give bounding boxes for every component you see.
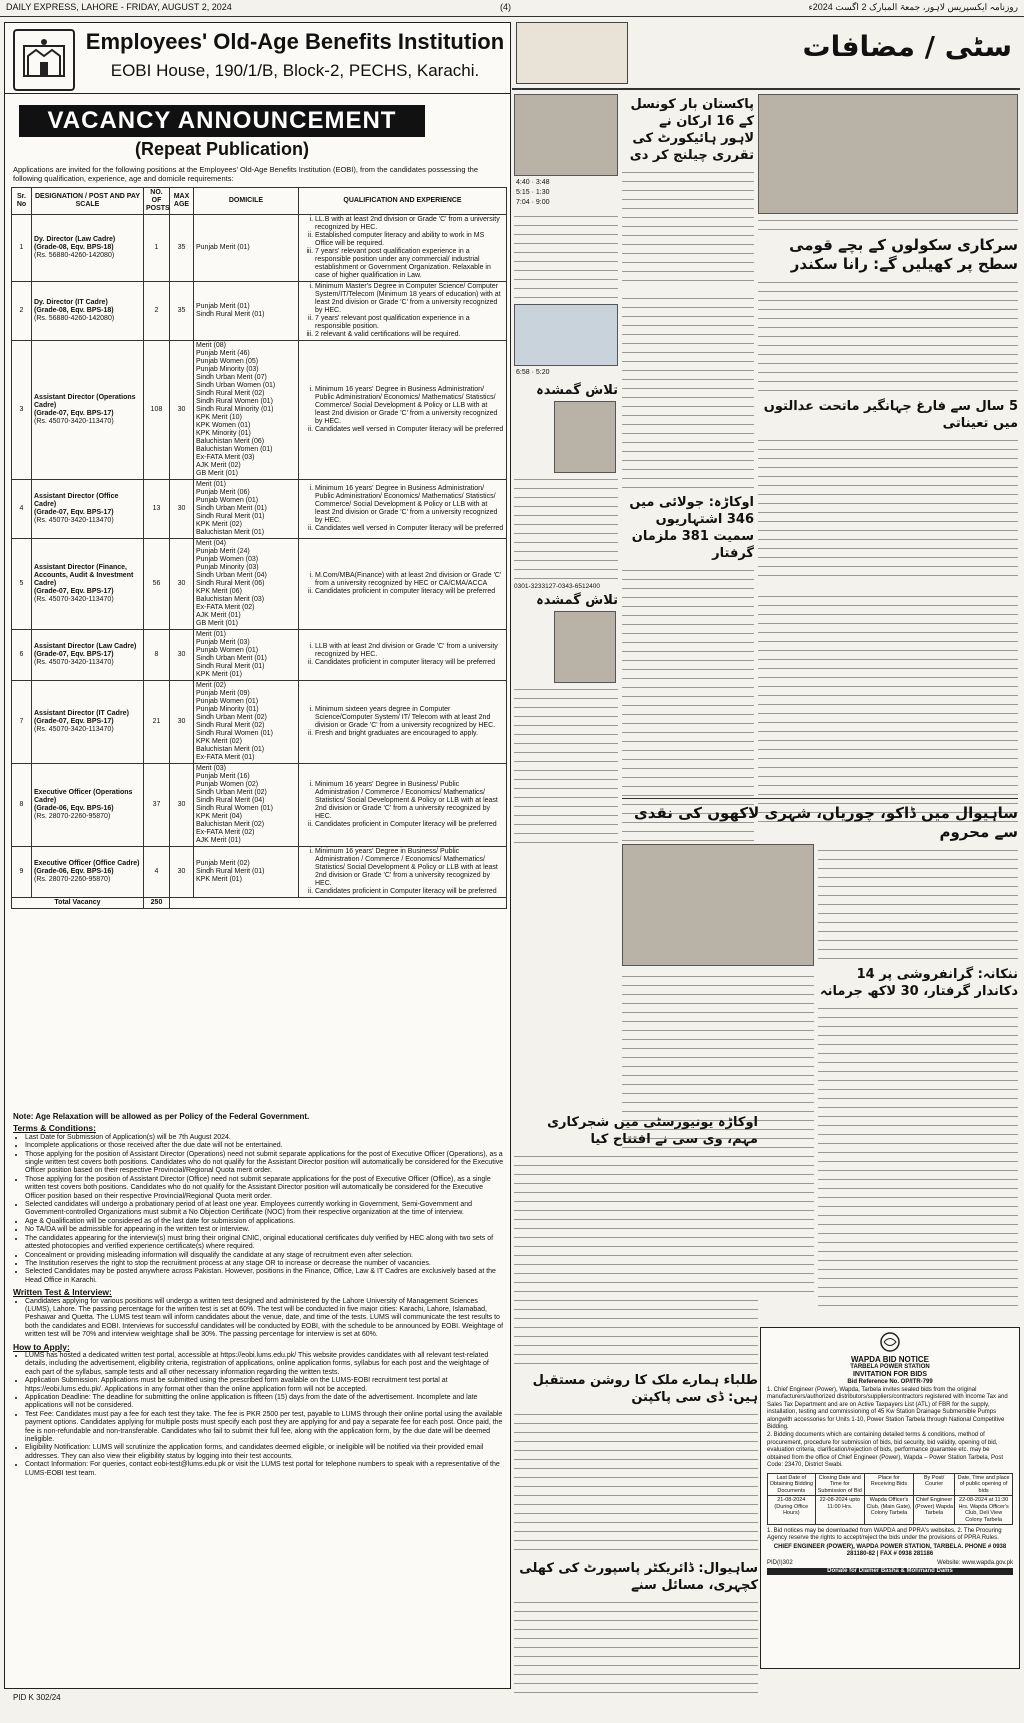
posts-cell: 21 [144, 681, 170, 764]
domicile-cell: Merit (04) Punjab Merit (24) Punjab Women (03) Punjab Minority (03) Sindh Urban Merit (04) Sindh Rural Merit (06) KPK Merit (06) Baluchistan Merit (03) Ex-FATA Merit (02) AJK Merit (01) GB Merit (01) [194, 539, 299, 630]
age-note: Note: Age Relaxation will be allowed as per Policy of the Federal Government. [13, 1112, 310, 1121]
time-value: 7:04 [516, 199, 530, 206]
col-header: QUALIFICATION AND EXPERIENCE [299, 188, 507, 215]
post-pay: (Rs. 45070-3420-113470) [34, 726, 114, 733]
headline-okara-university: اوکاڑہ یونیورسٹی میں شجرکاری مہم، وی سی نے افتتاح کیا [547, 1115, 758, 1147]
post-grade: (Grade-07, Eqv. BPS-17) [34, 718, 114, 725]
wapda-signature: CHIEF ENGINEER (POWER), WAPDA POWER STATION, TARBELA. PHONE # 0938 281180-82 | FAX # 0938 281186 [773, 1543, 1007, 1558]
table-row [12, 282, 507, 341]
weather-map [514, 304, 618, 366]
age-cell: 30 [170, 630, 194, 681]
qualification-cell [299, 341, 507, 480]
post-pay: (Rs. 45070-3420-113470) [34, 659, 114, 666]
wapda-website[interactable]: Website: www.wapda.gov.pk [937, 1559, 1013, 1566]
designation-cell [32, 847, 144, 898]
col-header: DOMICILE [194, 188, 299, 215]
eobi-advertisement [4, 22, 511, 1702]
table-row [12, 847, 507, 898]
age-cell: 30 [170, 480, 194, 539]
qualification-item: ii. Candidates proficient in computer literacy will be preferred [315, 659, 504, 667]
age-cell: 35 [170, 215, 194, 282]
table-row [12, 539, 507, 630]
posts-cell: 13 [144, 480, 170, 539]
table-cell: 21-08-2024 (During Office Hours) [768, 1496, 816, 1525]
column-2 [622, 94, 754, 794]
sr-cell: 2 [12, 282, 32, 341]
table-cell: Wapda Officer's Club, (Main Gate), Colony Tarbela [864, 1496, 913, 1525]
qualification-item: i. LL.B with at least 2nd division or Grade 'C' from a university recognized by HEC. [315, 216, 504, 232]
terms-item: • Selected candidates will undergo a probationary period of at least one year. Employees currently working in Government, Semi-Government and Government-controlled Organizations must submit a No Objection Certificate (NOC) from their respective organization at the time of interview. [25, 1201, 505, 1218]
test-heading: Written Test & Interview: [13, 1287, 112, 1298]
designation-cell [32, 215, 144, 282]
qualification-item: i. Minimum 16 years' Degree in Business/ Public Administration / Commerce / Economics/ Mathematics/ Statistics/ Social Development & Policy or LLB with at least 2nd division or Grade 'C' from a university recognized by HEC. [315, 781, 504, 821]
headline-nankana: ننکانہ: گرانفروشی پر 14 دکاندار گرفتار، 30 لاکھ جرمانہ [820, 967, 1018, 999]
table-row [12, 630, 507, 681]
sr-cell: 3 [12, 341, 32, 480]
vacancy-subtitle: (Repeat Publication) [134, 139, 309, 159]
vacancy-table [11, 187, 507, 909]
qualification-cell [299, 847, 507, 898]
time-value: 4:40 [516, 179, 530, 186]
post-pay: (Rs. 56880-4260-142080) [34, 252, 115, 259]
terms-item: • Those applying for the position of Assistant Director (Operations) need not submit separate applications for the post of Executive Officer (Operations), as a single written test covers both positions. Candidates who do not qualify for the Assistant Director position will automatically be considered for the Executive Officer position based on their respective Provincial/Regional Quota merit order. [25, 1151, 505, 1176]
post-grade: (Grade-07, Eqv. BPS-17) [34, 410, 114, 417]
eobi-logo-icon [13, 29, 75, 91]
apply-item: • Test Fee: Candidates must pay a fee for each test they take. The fee is PKR 2500 per test, payable to LUMS through their online portal using the available payment options. Candidates applying for multiple posts must specify each post they are applying for and pay a separate fee for each post. Once paid, the fee is non-refundable and non-transferable. Candidates who fail to submit their full fee, along with the application form, by the due date will be deemed ineligible. [25, 1411, 505, 1445]
post-pay: (Rs. 28070-2260-95870) [34, 876, 111, 883]
post-title: Dy. Director (Law Cadre) [34, 236, 116, 243]
post-pay: (Rs. 45070-3420-113470) [34, 517, 114, 524]
headline-sahiwal-theft: ساہیوال میں ڈاکو، چوریاں، شہری لاکھوں کی نقدی سے محروم [634, 804, 1018, 841]
qualification-item: ii. Established computer literacy and ability to work in MS Office will be required. [315, 232, 504, 248]
terms-item: • Concealment or providing misleading information will disqualify the candidate at any stage of recruitment even after selection. [25, 1252, 505, 1260]
qualification-item: iii. 7 years' relevant post qualification experience in a responsible position under any commercial/ industrial establishment or Government Organization. Relaxable in case of higher qualification in Law. [315, 248, 504, 280]
qualification-item: ii. Candidates proficient in computer literacy will be preferred [315, 588, 504, 596]
qualification-item: i. Minimum 16 years' Degree in Business/ Public Administration / Commerce / Economics/ Mathematics/ Statistics/ Social Development & Policy or LLB with at least 2nd division or Grade 'C' from a university recognized by HEC. [315, 848, 504, 888]
time-value: 1:30 [535, 189, 550, 196]
sr-cell: 8 [12, 764, 32, 847]
age-cell: 30 [170, 847, 194, 898]
post-title: Assistant Director (Office Cadre) [34, 493, 119, 508]
table-cell: Chief Engineer (Power) Wapda Tarbela [913, 1496, 954, 1525]
table-row [12, 681, 507, 764]
terms-section [13, 1113, 505, 1478]
qualification-cell [299, 681, 507, 764]
post-title: Assistant Director (IT Cadre) [34, 710, 129, 717]
table-row [12, 764, 507, 847]
summer-camp-photo [622, 844, 814, 966]
qualification-item: i. Minimum sixteen years degree in Computer Science/Computer System/ IT/ Telecom with at least 2nd division or Grade 'C' from a university recognized by HEC. [315, 706, 504, 730]
domicile-cell: Punjab Merit (01) Sindh Rural Merit (01) [194, 282, 299, 341]
institution-address: EOBI House, 190/1/B, Block-2, PECHS, Karachi. [110, 61, 480, 80]
wapda-text-2: 2. Bidding documents which are containing detailed terms & conditions, method of procurement, procedure for submission of bids, bid security, bid validity, opening of bid, evaluation criteria, clarification/rejection of bids, performance guarantee etc. may be obtained from the office of Chief Engineer (Power), Wapda – Power Station Tarbela, Post Code: 23470, District Swabi. [767, 1432, 1004, 1469]
posts-cell: 8 [144, 630, 170, 681]
post-title: Executive Officer (Operations Cadre) [34, 789, 133, 804]
designation-cell [32, 282, 144, 341]
pid-number: PID K 302/24 [13, 1693, 61, 1702]
qualification-item: i. Minimum Master's Degree in Computer Science/ Computer System/IT/Telecom (Minimum 18 years of education) with at least 2nd division or Grade 'C' from a university recognized by HEC. [315, 283, 504, 315]
designation-cell [32, 539, 144, 630]
post-title: Dy. Director (IT Cadre) [34, 299, 108, 306]
apply-heading: How to Apply: [13, 1341, 70, 1352]
time-value: 5:15 [516, 189, 530, 196]
qualification-item: ii. Candidates proficient in Computer literacy will be preferred [315, 888, 504, 896]
table-header-row [12, 188, 507, 215]
table-cell: Date, Time and place of public opening of bids [955, 1473, 1013, 1496]
terms-list [13, 1134, 505, 1285]
table-cell: By Post/ Courier [913, 1473, 954, 1496]
domicile-cell: Merit (01) Punjab Merit (06) Punjab Women (01) Sindh Urban Merit (01) Sindh Rural Merit (01) KPK Merit (02) Baluchistan Merit (01) [194, 480, 299, 539]
designation-cell [32, 630, 144, 681]
qualification-item: i. Minimum 16 years' Degree in Business Administration/ Public Administration/ Economics/ Mathematics/ Statistics/ Commerce/ Social Development & Policy or LLB with at least 2nd division or Grade 'C' from a university recognized by HEC. [315, 386, 504, 426]
wapda-notes: 1. Bid notices may be downloaded from WAPDA and PPRA's websites. 2. The Procuring Agency reserve the rights to accept/reject the bids under the provisions of PPRA Rules. [767, 1528, 1002, 1542]
terms-item: • The candidates appearing for the interview(s) must bring their original CNIC, original educational certificates duly verified by HEC along with two sets of attested photocopies and verified experience certificate(s) where required. [25, 1235, 505, 1252]
post-title: Assistant Director (Operations Cadre) [34, 394, 136, 409]
apply-item: • Eligibility Notification: LUMS will scrutinize the application forms, and candidates deemed eligible, or ineligible will be notified via their provided email addresses. They can also view their eligibility status by logging into their test accounts. [25, 1444, 505, 1461]
post-pay: (Rs. 28070-2260-95870) [34, 813, 111, 820]
table-cell: Place for Receiving Bids [864, 1473, 913, 1496]
domicile-cell: Punjab Merit (02) Sindh Rural Merit (01) KPK Merit (01) [194, 847, 299, 898]
sr-cell: 1 [12, 215, 32, 282]
domicile-cell: Merit (02) Punjab Merit (09) Punjab Women (01) Punjab Minority (01) Sindh Urban Merit (02) Sindh Rural Merit (02) Sindh Rural Women (01) KPK Merit (02) Baluchistan Merit (01) Ex-FATA Merit (01) [194, 681, 299, 764]
domicile-cell: Merit (08) Punjab Merit (46) Punjab Women (05) Punjab Minority (03) Sindh Urban Merit (07) Sindh Urban Women (01) Sindh Rural Merit (02) Sindh Rural Women (01) Sindh Rural Minority (01) KPK Merit (10) KPK Women (01) KPK Minority (01) Baluchistan Merit (06) Baluchistan Women (01) Ex-FATA Merit (03) AJK Merit (02) GB Merit (01) [194, 341, 299, 480]
post-grade: (Grade-07, Eqv. BPS-17) [34, 651, 114, 658]
wapda-schedule-table [767, 1473, 1013, 1526]
sr-cell: 5 [12, 539, 32, 630]
contact-phone: 0301-3233127-0343-6512400 [514, 583, 601, 590]
test-item: • Candidates applying for various positions will undergo a written test designed and administered by the Lahore University of Management Sciences (LUMS), Lahore. The passing percentage for the written test is set at 60%. The test will be conducted in five major cities: Karachi, Lahore, Islamabad, Peshawar and Quetta. The LUMS test team will inform candidates about the venue, date, and time of the tests. LUMS will communicate the test results to both the candidates and EOBI. Interviews for successful candidates will be conducted by EOBI, with the schedule to be announced by EOBI. Weightage of written test will be 70% and interview weightage shall be 30%. The passing percentage for interview is set at 60%. [25, 1298, 505, 1340]
table-cell: Last Date of Obtaining Bidding Documents [768, 1473, 816, 1496]
designation-cell [32, 681, 144, 764]
weather-photo [514, 94, 618, 176]
wapda-bid-notice [760, 1327, 1020, 1669]
sr-cell: 9 [12, 847, 32, 898]
masthead-left: DAILY EXPRESS, LAHORE - FRIDAY, AUGUST 2, 2024 [6, 2, 232, 12]
qualification-item: ii. Candidates well versed in Computer literacy will be preferred [315, 525, 504, 533]
sr-cell: 4 [12, 480, 32, 539]
age-cell: 30 [170, 764, 194, 847]
posts-cell: 37 [144, 764, 170, 847]
qualification-cell [299, 764, 507, 847]
post-grade: (Grade-07, Eqv. BPS-17) [34, 509, 114, 516]
divider [512, 88, 1020, 90]
masthead [0, 0, 1024, 17]
post-grade: (Grade-07, Eqv. BPS-17) [34, 588, 114, 595]
table-cell: Closing Date and Time for Submission of Bid [815, 1473, 864, 1496]
sr-cell: 7 [12, 681, 32, 764]
headline-passport: ساہیوال: ڈائریکٹر پاسپورٹ کی کھلی کچہری، مسائل سنے [519, 1561, 758, 1593]
table-cell: 22-08-2024 upto 11:00 Hrs. [815, 1496, 864, 1525]
domicile-cell: Merit (03) Punjab Merit (16) Punjab Women (02) Sindh Urban Merit (02) Sindh Rural Merit (04) Sindh Rural Women (01) KPK Merit (04) Baluchistan Merit (02) Ex-FATA Merit (02) AJK Merit (01) [194, 764, 299, 847]
apply-list [13, 1352, 505, 1478]
wapda-title: INVITATION FOR BIDS [852, 1371, 928, 1379]
age-cell: 30 [170, 341, 194, 480]
column-1: 4:40 · 3:48 5:15 · 1:30 7:04 · 9:00 6:58 · 5:20 تلاش گمشدہ 0301-3233127-0343-6512400 تلاش گمشدہ [514, 94, 618, 794]
designation-cell [32, 764, 144, 847]
terms-item: • Last Date for Submission of Application(s) will be 7th August 2024. [25, 1134, 505, 1142]
qualification-item: i. LLB with at least 2nd division or Grade 'C' from a university recognized by HEC. [315, 643, 504, 659]
time-value: 9:00 [535, 199, 550, 206]
terms-item: • Age & Qualification will be considered as of the last date for submission of applications. [25, 1218, 505, 1226]
posts-cell: 2 [144, 282, 170, 341]
missing-heading-2: تلاش گمشدہ [536, 593, 618, 608]
wapda-logo-icon [761, 1331, 1019, 1356]
table-row [12, 215, 507, 282]
total-row [12, 898, 507, 909]
post-grade: (Grade-06, Eqv. BPS-16) [34, 805, 114, 812]
qualification-cell [299, 630, 507, 681]
apply-item: • Application Submission: Applications must be submitted using the prescribed form available on the LUMS-EOBI recruitment test portal at https://eobi.lums.edu.pk/. Applications in any format other than the online application form will not be accepted. [25, 1377, 505, 1394]
age-cell: 30 [170, 681, 194, 764]
terms-item: • The Institution reserves the right to stop the recruitment process at any stage OR to increase or decrease the number of vacancies. [25, 1260, 505, 1268]
table-row [12, 341, 507, 480]
age-cell: 30 [170, 539, 194, 630]
table-row [12, 480, 507, 539]
qualification-item: ii. Candidates well versed in Computer literacy will be preferred [315, 426, 504, 434]
headline-rana-sikandar: سرکاری سکولوں کے بچے قومی سطح پر کھیلیں گے: رانا سکندر [789, 236, 1018, 273]
post-grade: (Grade-06, Eqv. BPS-16) [34, 868, 114, 875]
wapda-ref: Bid Reference No. OP/ITR-799 [847, 1378, 933, 1385]
lower-left-news [514, 1112, 758, 1672]
designation-cell [32, 480, 144, 539]
wapda-text-1: 1. Chief Engineer (Power), Wapda, Tarbela invites sealed bids from the original manufacturers/authorized distributors/suppliers/contractors registered with Income Tax and Sales Tax Department and are on Active Taxpayers List (ATL) of FBR for the supply, installation, testing and commissioning of 45 Kw Station Drainage Submersible Pumps alongwith accessories for Units 1-10, Power Station Tarbela through National Competitive Bidding. [767, 1387, 1008, 1431]
page-number: (4) [500, 2, 511, 12]
apply-item: • LUMS has hosted a dedicated written test portal, accessible at https://eobi.lums.edu.pk/ This website provides candidates with all relevant test-related details, including the advertisement, eligibility criteria, registration of applications, online application forms, syllabus for each post and the weightage of each part of the syllabus, sample tests and all other necessary information regarding the written tests. [25, 1352, 505, 1377]
post-pay: (Rs. 45070-3420-113470) [34, 596, 114, 603]
post-grade: (Grade-08, Eqv. BPS-18) [34, 307, 114, 314]
missing-heading: تلاش گمشدہ [536, 383, 618, 398]
qualification-item: i. M.Com/MBA(Finance) with at least 2nd division or Grade 'C' from a university recognized by HEC or CA/CMA/ACCA [315, 572, 504, 588]
qualification-cell [299, 539, 507, 630]
masthead-right: روزنامہ ایکسپریس لاہور، جمعۃ المبارک 2 اگست 2024ء [808, 2, 1018, 12]
apply-item: • Application Deadline: The deadline for submitting the online application is fifteen (15) days from the date of the advertisement. Incomplete and late applications will not be considered. [25, 1394, 505, 1411]
wapda-org: WAPDA BID NOTICE [851, 1355, 929, 1365]
prayer-times: 4:40 · 3:48 5:15 · 1:30 7:04 · 9:00 [516, 179, 550, 206]
headline-bar-council: پاکستان بار کونسل کے 16 ارکان نے لاہور ہائیکورٹ کی تقرری چیلنج کر دی [629, 97, 754, 163]
post-title: Assistant Director (Finance, Accounts, Audit & Investment Cadre) [34, 564, 134, 587]
time-value: 6:58 [516, 369, 530, 376]
headline-judiciary: 5 سال سے فارغ جہانگیر ماتحت عدالتوں میں تعیناتی [763, 399, 1018, 431]
qualification-item: ii. Fresh and bright graduates are encouraged to apply. [315, 730, 504, 738]
wapda-pid: PID(I)302 [767, 1559, 793, 1566]
qualification-item: ii. Candidates proficient in Computer literacy will be preferred [315, 821, 504, 829]
terms-item: • No TA/DA will be admissible for appearing in the written test or interview. [25, 1226, 505, 1234]
express-logo [516, 22, 628, 84]
post-title: Executive Officer (Office Cadre) [34, 860, 140, 867]
qualification-item: i. Minimum 16 years' Degree in Business Administration/ Public Administration/ Economics/ Mathematics/ Statistics/ Commerce/ Social Development & Policy or LLB with at least 2nd division or Grade 'C' from a university recognized by HEC. [315, 485, 504, 525]
qualification-item: ii. 7 years' relevant post qualification experience in a responsible position. [315, 315, 504, 331]
ad-header [5, 23, 510, 94]
test-list [13, 1298, 505, 1340]
wapda-station: TARBELA POWER STATION [850, 1363, 930, 1370]
posts-cell: 1 [144, 215, 170, 282]
table-cell: 22-08-2024 at 11:30 Hrs. Wapda Officer's Club, Deli View Colony Tarbela [955, 1496, 1013, 1525]
qualification-cell [299, 282, 507, 341]
age-cell: 35 [170, 282, 194, 341]
post-pay: (Rs. 45070-3420-113470) [34, 418, 114, 425]
column-3 [758, 94, 1018, 794]
wapda-donate: Donate for Diamer Basha & Mohmand Dams [767, 1568, 1013, 1575]
qualification-cell [299, 480, 507, 539]
designation-cell [32, 341, 144, 480]
terms-heading: Terms & Conditions: [13, 1123, 96, 1134]
apply-item: • Contact Information: For queries, contact eobi-test@lums.edu.pk or visit the LUMS test portal for telephone numbers to speak with a representative of the LUMS-EOBI test team. [25, 1461, 505, 1478]
post-grade: (Grade-08, Eqv. BPS-18) [34, 244, 114, 251]
time-value: 5:20 [535, 369, 550, 376]
headline-pakpattan: طلباء ہمارے ملک کا روشن مستقبل ہیں: ڈی سی پاکپتن [532, 1373, 758, 1405]
domicile-cell: Merit (01) Punjab Merit (03) Punjab Women (01) Sindh Urban Merit (01) Sindh Rural Merit (01) KPK Merit (01) [194, 630, 299, 681]
missing-person-photo [554, 401, 616, 473]
institution-name: Employees' Old-Age Benefits Institution [85, 29, 505, 54]
section-title: سٹی / مضافات [802, 30, 1012, 63]
total-label: Total Vacancy [12, 898, 144, 909]
terms-item: • Incomplete applications or those received after the due date will not be entertained. [25, 1142, 505, 1150]
col-header: MAX AGE [170, 188, 194, 215]
urdu-news-page [512, 22, 1020, 1687]
terms-item: • Those applying for the position of Assistant Director (Office) need not submit separate applications for the post of Executive Officer (Office), as a single written test covers both positions. Candidates who do not qualify for the Assistant Director position will automatically be considered for the Executive Officer position based on their respective Provincial/Regional Quota merit order. [25, 1176, 505, 1201]
terms-item: • Selected Candidates may be posted anywhere across Pakistan. However, positions in the Finance, Office, Law & IT Cadres are exclusively based at the Head Office in Karachi. [25, 1268, 505, 1285]
main-photo [758, 94, 1018, 214]
domicile-cell: Punjab Merit (01) [194, 215, 299, 282]
qualification-cell [299, 215, 507, 282]
col-header: Sr. No [12, 188, 32, 215]
missing-person-photo-2 [554, 611, 616, 683]
total-value: 250 [144, 898, 170, 909]
post-pay: (Rs. 56880-4260-142080) [34, 315, 115, 322]
col-header: DESIGNATION / POST AND PAY SCALE [32, 188, 144, 215]
time-value: 3:48 [535, 179, 550, 186]
post-title: Assistant Director (Law Cadre) [34, 643, 137, 650]
headline-okara-arrests: اوکاڑہ: جولائی میں 346 اشتہاریوں سمیت 381 ملزمان گرفتار [629, 495, 754, 561]
qualification-item: iii. 2 relevant & valid certifications will be required. [315, 331, 504, 339]
col-header: NO. OF POSTS [144, 188, 170, 215]
posts-cell: 56 [144, 539, 170, 630]
vacancy-title: VACANCY ANNOUNCEMENT [19, 105, 425, 137]
sr-cell: 6 [12, 630, 32, 681]
intro-text: Applications are invited for the following positions at the Employees' Old-Age Benefits Institution (EOBI), from the candidates possessing the following qualification, experience, age and domicile requirements: [13, 165, 479, 183]
posts-cell: 4 [144, 847, 170, 898]
posts-cell: 108 [144, 341, 170, 480]
